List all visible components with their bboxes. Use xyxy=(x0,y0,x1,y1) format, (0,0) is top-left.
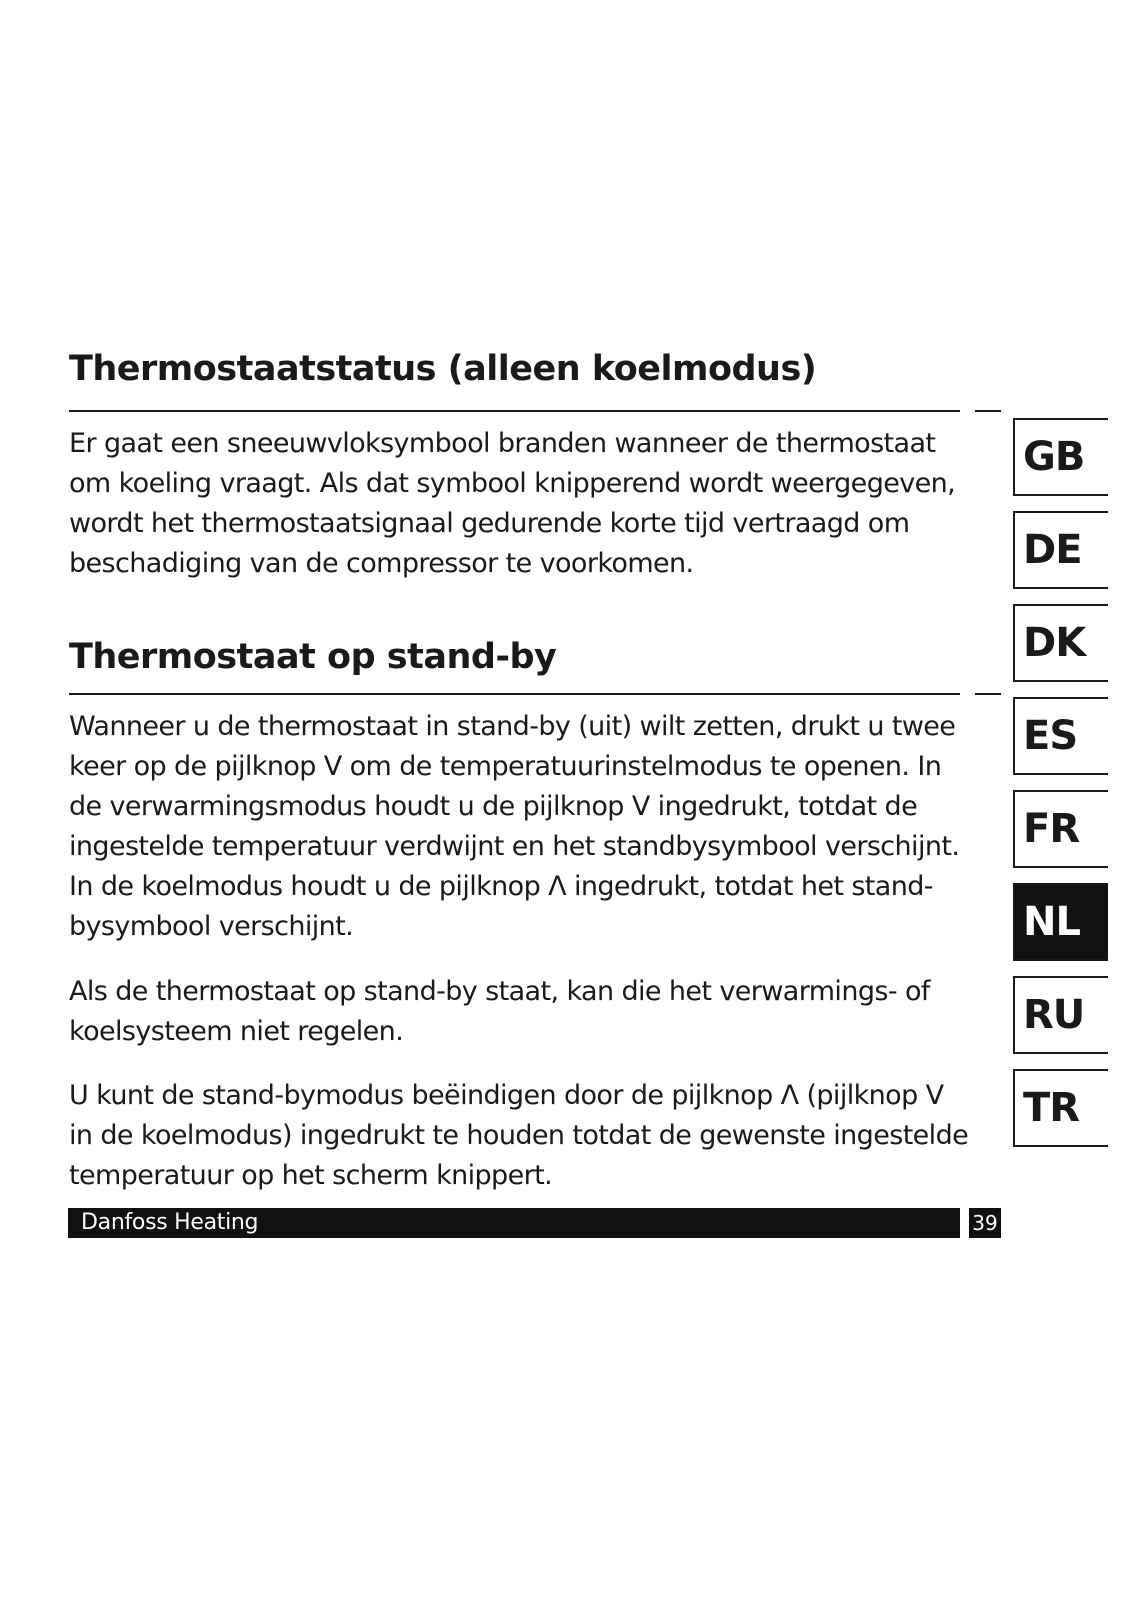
section-divider-tick xyxy=(975,693,1001,695)
language-tab-es[interactable]: ES xyxy=(1013,697,1108,775)
language-tab-gb[interactable]: GB xyxy=(1013,418,1108,496)
section-divider xyxy=(69,410,960,412)
language-tab-fr[interactable]: FR xyxy=(1013,790,1108,868)
paragraph-standby-effect: Als de thermostaat op stand-by staat, kan die het verwarmings- of koelsysteem niet regelen. xyxy=(69,976,930,1047)
language-tab-ru[interactable]: RU xyxy=(1013,976,1108,1054)
language-tab-nl[interactable]: NL xyxy=(1013,883,1108,961)
language-tab-de[interactable]: DE xyxy=(1013,511,1108,589)
language-tab-tr[interactable]: TR xyxy=(1013,1069,1108,1147)
paragraph-standby-exit: U kunt de stand-bymodus beëindigen door de pijlknop Λ (pijlknop V in de koelmodus) ingedrukt te houden totdat de gewenste ingestelde temperatuur op het scherm knippert. xyxy=(69,1080,969,1191)
section-divider-tick xyxy=(975,410,1001,412)
paragraph-thermostat-status: Er gaat een sneeuwvloksymbool branden wanneer de thermostaat om koeling vraagt. Als dat symbool knipperend wordt weergegeven, wordt het thermostaatsignaal gedurende korte tijd vertraagd om beschadiging van de compressor te voorkomen. xyxy=(69,428,956,579)
paragraph-standby-instructions: Wanneer u de thermostaat in stand-by (uit) wilt zetten, drukt u twee keer op de pijlknop V om de temperatuurinstelmodus te openen. In de verwarmingsmodus houdt u de pijlknop V ingedrukt, totdat de ingestelde temperatuur verdwijnt en het standbysymbool verschijnt. In de koelmodus houdt u de pijlknop Λ ingedrukt, totdat het stand-bysymbool verschijnt. xyxy=(69,711,960,942)
section-title-standby: Thermostaat op stand-by xyxy=(69,637,557,677)
language-tab-dk[interactable]: DK xyxy=(1013,604,1108,682)
section-divider xyxy=(69,693,960,695)
footer-bar xyxy=(68,1208,960,1238)
footer-brand: Danfoss Heating xyxy=(81,1210,259,1235)
section-title-thermostat-status: Thermostaatstatus (alleen koelmodus) xyxy=(69,349,817,389)
page-number: 39 xyxy=(969,1208,1001,1238)
